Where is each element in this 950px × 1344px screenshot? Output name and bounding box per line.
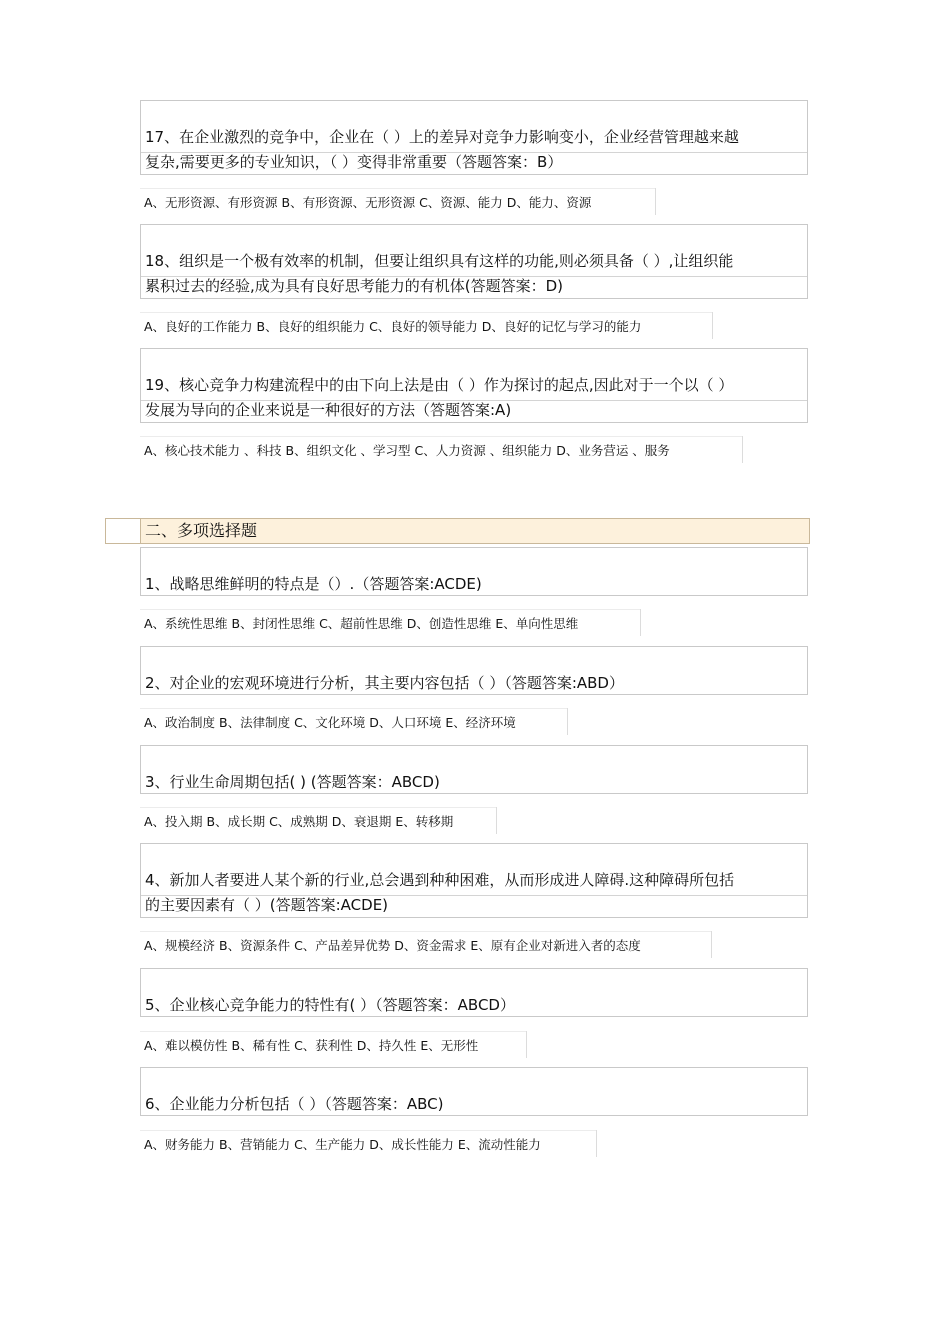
divider xyxy=(140,436,743,437)
options-text: A、规模经济 B、资源条件 C、产品差异优势 D、资金需求 E、原有企业对新进入者的态度 xyxy=(144,938,641,953)
question-m4-options xyxy=(140,931,712,958)
question-m2-line-1: 2、对企业的宏观环境进行分析，其主要内容包括（ ）（答题答案:ABD） xyxy=(145,674,624,692)
divider xyxy=(655,188,656,215)
divider xyxy=(140,807,497,808)
question-m1-line-1: 1、战略思维鲜明的特点是（）.（答题答案:ACDE) xyxy=(145,575,482,593)
question-18-line-1: 18、组织是一个极有效率的机制，但要让组织具有这样的功能,则必须具备（ ）,让组织能 xyxy=(145,252,734,270)
question-box-m1 xyxy=(140,547,808,596)
divider xyxy=(640,609,641,636)
divider xyxy=(711,931,712,958)
divider xyxy=(140,1130,597,1131)
question-19-options xyxy=(140,436,743,463)
question-m5-line-1: 5、企业核心竞争能力的特性有( ）（答题答案：ABCD） xyxy=(145,996,515,1014)
question-18-line-2: 累积过去的经验,成为具有良好思考能力的有机体(答题答案：D) xyxy=(145,277,564,295)
divider xyxy=(496,807,497,834)
divider xyxy=(742,436,743,463)
divider xyxy=(140,609,641,610)
question-m2-options xyxy=(140,708,568,735)
question-m6-line-1: 6、企业能力分析包括（ ）（答题答案：ABC) xyxy=(145,1095,444,1113)
divider xyxy=(596,1130,597,1157)
question-m3-line-1: 3、行业生命周期包括( ) (答题答案：ABCD) xyxy=(145,773,440,791)
section-header-stub xyxy=(105,518,140,544)
question-18-options xyxy=(140,312,713,339)
question-box-m4 xyxy=(140,843,808,918)
divider xyxy=(140,931,712,932)
options-text: A、良好的工作能力 B、良好的组织能力 C、良好的领导能力 D、良好的记忆与学习的能力 xyxy=(144,319,642,334)
options-text: A、财务能力 B、营销能力 C、生产能力 D、成长性能力 E、流动性能力 xyxy=(144,1137,541,1152)
question-box-19 xyxy=(140,348,808,423)
question-m4-line-2: 的主要因素有（ ）(答题答案:ACDE) xyxy=(145,896,389,914)
question-17-line-1: 17、在企业激烈的竞争中，企业在（ ）上的差异对竞争力影响变小，企业经营管理越来越 xyxy=(145,128,739,146)
divider xyxy=(140,1031,527,1032)
options-text: A、政治制度 B、法律制度 C、文化环境 D、人口环境 E、经济环境 xyxy=(144,715,516,730)
divider xyxy=(712,312,713,339)
question-19-line-2: 发展为导向的企业来说是一种很好的方法（答题答案:A) xyxy=(145,401,512,419)
options-text: A、系统性思维 B、封闭性思维 C、超前性思维 D、创造性思维 E、单向性思维 xyxy=(144,616,579,631)
question-box-m2 xyxy=(140,646,808,695)
question-17-options xyxy=(140,188,656,215)
question-m3-options xyxy=(140,807,497,834)
question-m4-line-1: 4、新加人者要进人某个新的行业,总会遇到种种困难，从而形成进人障碍.这种障碍所包括 xyxy=(145,871,735,889)
divider xyxy=(140,708,568,709)
question-box-m6 xyxy=(140,1067,808,1116)
question-box-17 xyxy=(140,100,808,175)
options-text: A、无形资源、有形资源 B、有形资源、无形资源 C、资源、能力 D、能力、资源 xyxy=(144,195,592,210)
question-m1-options xyxy=(140,609,641,636)
question-19-line-1: 19、核心竞争力构建流程中的由下向上法是由（ ）作为探讨的起点,因此对于一个以（ ） xyxy=(145,376,734,394)
question-box-m5 xyxy=(140,968,808,1017)
divider xyxy=(526,1031,527,1058)
section-title: 二、多项选择题 xyxy=(145,521,258,540)
divider xyxy=(140,188,656,189)
divider xyxy=(567,708,568,735)
question-box-m3 xyxy=(140,745,808,794)
question-m6-options xyxy=(140,1130,597,1157)
options-text: A、投入期 B、成长期 C、成熟期 D、衰退期 E、转移期 xyxy=(144,814,454,829)
question-17-line-2: 复杂,需要更多的专业知识，（ ）变得非常重要（答题答案：B） xyxy=(145,153,563,171)
section-header xyxy=(140,518,810,544)
options-text: A、核心技术能力 、科技 B、组织文化 、学习型 C、人力资源 、组织能力 D、业务营运 、服务 xyxy=(144,443,670,458)
divider xyxy=(140,312,713,313)
options-text: A、难以模仿性 B、稀有性 C、获利性 D、持久性 E、无形性 xyxy=(144,1038,479,1053)
question-box-18 xyxy=(140,224,808,299)
question-m5-options xyxy=(140,1031,527,1058)
